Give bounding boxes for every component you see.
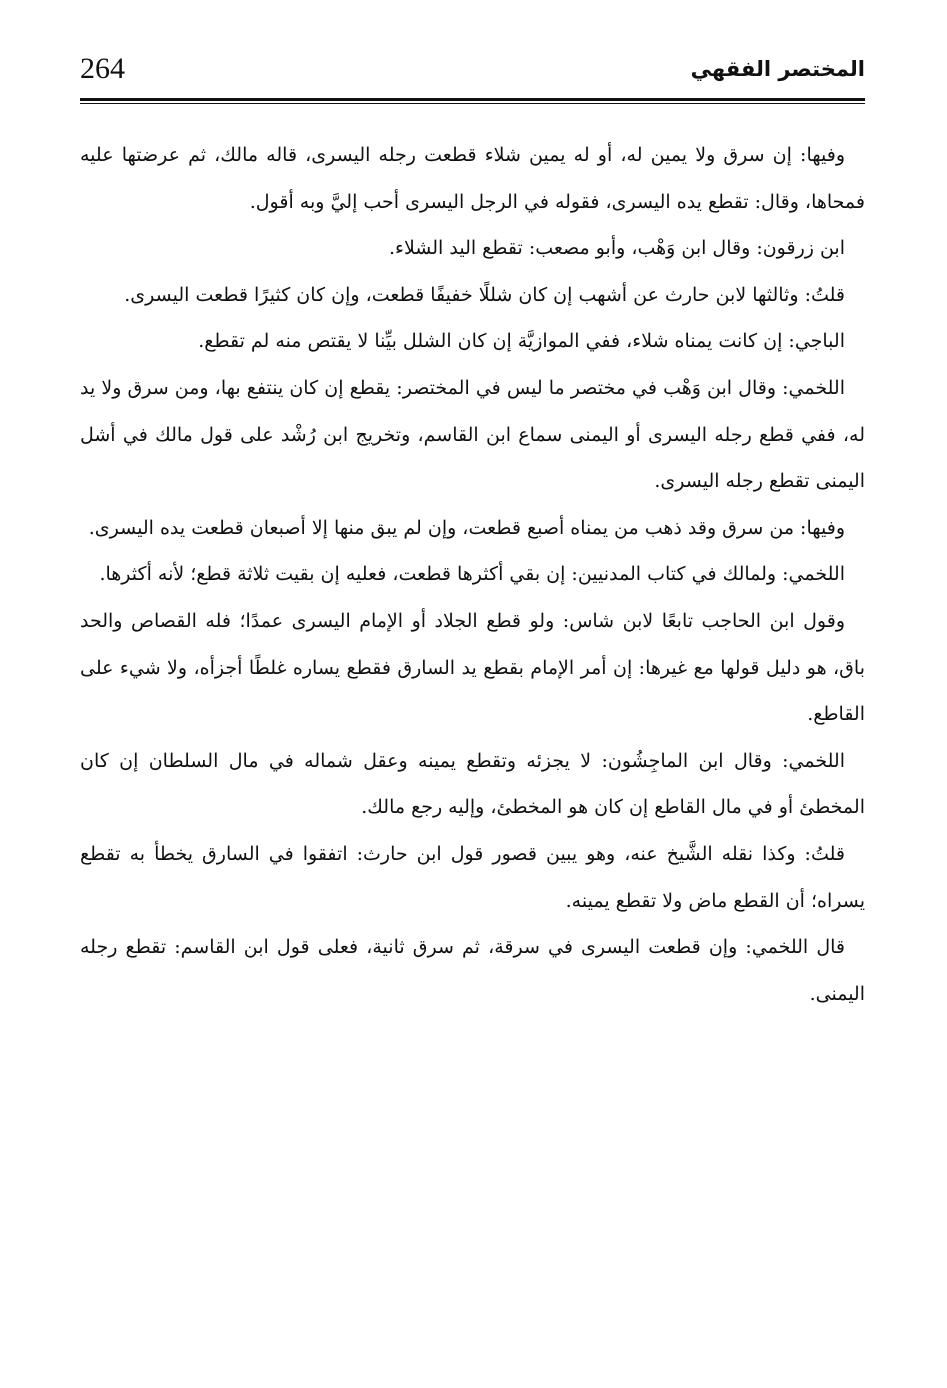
paragraph: قلتُ: وثالثها لابن حارث عن أشهب إن كان شللًا خفيفًا قطعت، وإن كان كثيرًا قطعت اليسرى.: [124, 283, 845, 306]
paragraph: اللخمي: وقال ابن وَهْب في مختصر ما ليس في المختصر: يقطع إن كان ينتفع بها، ومن سرق ولا يد له، ففي قطع رجله اليسرى أو اليمنى سماع ابن القاسم، وتخريج ابن رُشْد على قول مالك في أشل اليمنى تقطع رجله اليسرى.: [80, 376, 865, 493]
page-header: [80, 52, 865, 96]
paragraph: قلتُ: وكذا نقله الشَّيخ عنه، وهو يبين قصور قول ابن حارث: اتفقوا في السارق يخطأ به تقطع يسراه؛ أن القطع ماض ولا تقطع يمينه.: [80, 842, 865, 912]
body-text: [80, 132, 865, 1017]
paragraph: قال اللخمي: وإن قطعت اليسرى في سرقة، ثم سرق ثانية، فعلى قول ابن القاسم: تقطع رجله اليمنى.: [80, 936, 865, 1005]
running-title: المختصر الفقهي: [690, 57, 865, 81]
paragraph: ابن زرقون: وقال ابن وَهْب، وأبو مصعب: تقطع اليد الشلاء.: [389, 237, 845, 260]
paragraph: وفيها: إن سرق ولا يمين له، أو له يمين شلاء قطعت رجله اليسرى، قاله مالك، ثم عرضتها عليه فمحاها، وقال: تقطع يده اليسرى، فقوله في الرجل اليسرى أحب إليَّ وبه أقول.: [80, 144, 865, 213]
paragraph: اللخمي: ولمالك في كتاب المدنيين: إن بقي أكثرها قطعت، فعليه إن بقيت ثلاثة قطع؛ لأنه أكثرها.: [99, 563, 845, 586]
paragraph: وفيها: من سرق وقد ذهب من يمناه أصبع قطعت، وإن لم يبق منها إلا أصبعان قطعت يده اليسرى.: [88, 516, 845, 539]
paragraph: وقول ابن الحاجب تابعًا لابن شاس: ولو قطع الجلاد أو الإمام اليسرى عمدًا؛ فله القصاص والحد باق، هو دليل قولها مع غيرها: إن أمر الإمام بقطع يد السارق فقطع يساره غلطًا أجزأه، ولا شيء على القاطع.: [80, 609, 865, 726]
paragraph: الباجي: إن كانت يمناه شلاء، ففي الموازيَّة إن كان الشلل بيِّنا لا يقتص منه لم تقطع.: [198, 330, 845, 353]
header-rule-thick: [80, 98, 865, 101]
header-rule-thin: [80, 103, 865, 104]
paragraph: اللخمي: وقال ابن الماجِشُون: لا يجزئه وتقطع يمينه وعقل شماله في مال السلطان إن كان المخطئ أو في مال القاطع إن كان هو المخطئ، وإليه رجع مالك.: [80, 749, 865, 819]
page-number: 264: [80, 52, 125, 85]
